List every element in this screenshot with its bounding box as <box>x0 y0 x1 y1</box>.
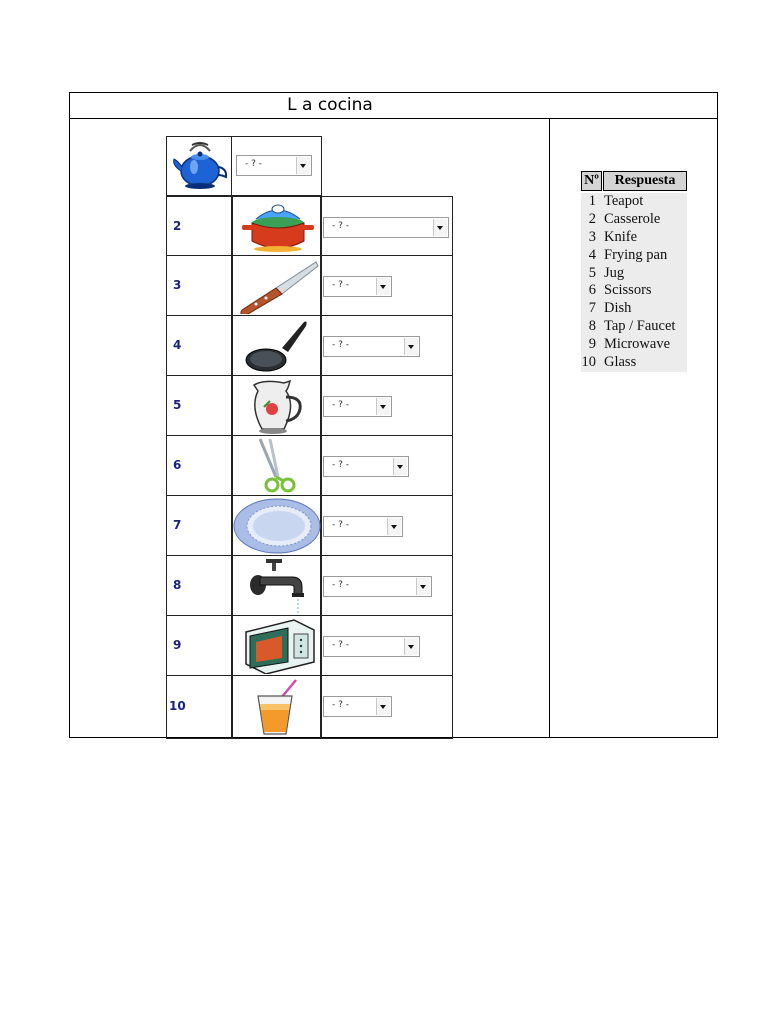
column-divider <box>549 119 550 738</box>
dish-icon <box>233 498 321 554</box>
answer-select-2[interactable]: - ? - <box>323 217 449 238</box>
item-number-10: 10 <box>169 699 186 713</box>
item-number-6: 6 <box>173 458 182 472</box>
exercise-row-3 <box>166 256 453 316</box>
casserole-icon <box>238 199 318 255</box>
answer-key-row: 10 Glass <box>581 354 637 371</box>
exercise-row-6 <box>166 436 453 496</box>
chevron-down-icon <box>393 458 407 475</box>
item-number-2: 2 <box>173 219 182 233</box>
chevron-down-icon <box>404 638 418 655</box>
answer-select-7[interactable]: - ? - <box>323 516 403 537</box>
chevron-down-icon <box>296 157 310 174</box>
chevron-down-icon <box>416 578 430 595</box>
exercise-row-1 <box>166 136 322 196</box>
microwave-icon <box>240 618 318 674</box>
exercise-row-8 <box>166 556 453 616</box>
exercise-row-2 <box>166 196 453 256</box>
frying-pan-icon <box>242 318 312 374</box>
item-number-7: 7 <box>173 518 182 532</box>
answer-key-row: 1 Teapot <box>588 193 644 209</box>
answer-select-4[interactable]: - ? - <box>323 336 420 357</box>
answer-key-row: 7 Dish <box>588 300 632 317</box>
chevron-down-icon <box>404 338 418 355</box>
answer-key-row: 3 Knife <box>588 228 638 245</box>
answer-key-header <box>581 171 687 191</box>
item-number-3: 3 <box>173 278 182 292</box>
answer-select-1[interactable]: - ? - <box>236 155 312 176</box>
chevron-down-icon <box>376 278 390 295</box>
exercise-row-10 <box>166 676 453 738</box>
page-title: L a cocina <box>287 95 373 115</box>
exercise-row-9 <box>166 616 453 676</box>
item-number-8: 8 <box>173 578 182 592</box>
chevron-down-icon <box>433 219 447 236</box>
item-number-4: 4 <box>173 338 182 352</box>
chevron-down-icon <box>376 398 390 415</box>
answer-key-row: 9 Microwave <box>588 336 671 353</box>
answer-key-header-label: Respuesta <box>603 171 687 191</box>
glass-icon <box>252 678 302 736</box>
knife-icon <box>236 258 320 314</box>
answer-select-9[interactable]: - ? - <box>323 636 420 657</box>
chevron-down-icon <box>376 698 390 715</box>
scissors-icon <box>252 437 302 495</box>
item-number-9: 9 <box>173 638 182 652</box>
answer-select-10[interactable]: - ? - <box>323 696 392 717</box>
jug-icon <box>244 377 310 435</box>
exercise-row-5 <box>166 376 453 436</box>
tap-icon <box>246 557 312 615</box>
answer-select-3[interactable]: - ? - <box>323 276 392 297</box>
answer-select-5[interactable]: - ? - <box>323 396 392 417</box>
chevron-down-icon <box>387 518 401 535</box>
answer-key-header-num: Nº <box>581 171 602 191</box>
answer-select-6[interactable]: - ? - <box>323 456 409 477</box>
exercise-row-7 <box>166 496 453 556</box>
answer-key-row: 6 Scissors <box>588 282 652 299</box>
item-number-5: 5 <box>173 398 182 412</box>
answer-select-8[interactable]: - ? - <box>323 576 432 597</box>
answer-key-row: 4 Frying pan <box>588 246 668 263</box>
answer-key-row: 5 Jug <box>588 264 625 281</box>
answer-key-row: 2 Casserole <box>588 210 661 227</box>
exercise-row-4 <box>166 316 453 376</box>
answer-key-row: 8 Tap / Faucet <box>588 318 676 335</box>
answer-key-table <box>581 171 687 372</box>
title-row <box>70 93 717 119</box>
answer-key-body <box>581 193 687 372</box>
